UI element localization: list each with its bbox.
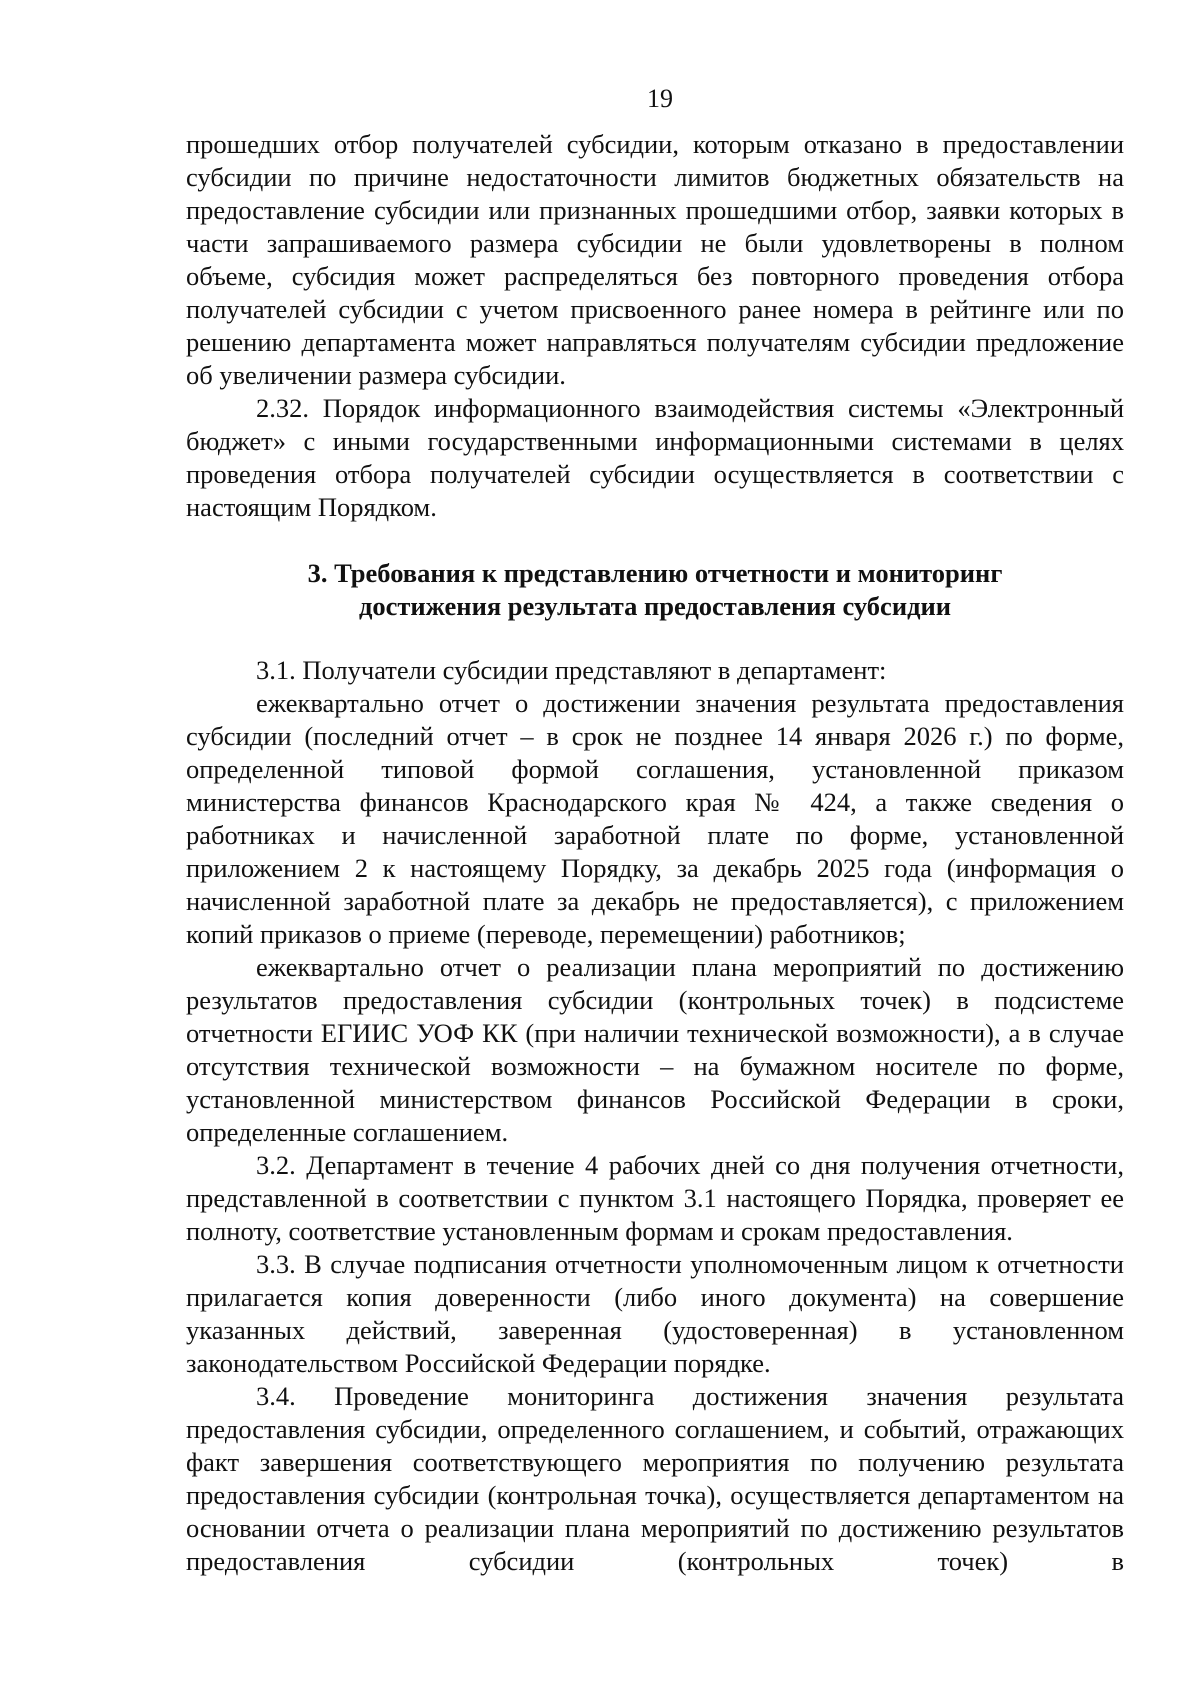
section-3-heading-line-1: 3. Требования к представлению отчетности и мониторинг	[307, 558, 1003, 588]
paragraph-continuation: прошедших отбор получателей субсидии, которым отказано в предоставлении субсидии по причине недостаточности лимитов бюджетных обязательств на предоставление субсидии или признанных прошедшими отбор, заявки которых в части запрашиваемого размера субсидии не были удовлетворены в полном объеме, субсидия может распределяться без повторного проведения отбора получателей субсидии с учетом присвоенного ранее номера в рейтинге или по решению департамента может направляться получателям субсидии предложение об увеличении размера субсидии.	[186, 129, 1124, 390]
paragraph-3-1-quarterly-report: ежеквартально отчет о достижении значения результата предоставления субсидии (последний отчет – в срок не позднее 14 января 2026 г.) по форме, определенной типовой формой соглашения, установленной приказом министерства финансов Краснодарского края № 424, а также сведения о работниках и начисленной заработной плате по форме, установленной приложением 2 к настоящему Порядку, за декабрь 2025 года (информация о начисленной заработной плате за декабрь не предоставляется), с приложением копий приказов о приеме (переводе, перемещении) работников;	[186, 688, 1124, 949]
section-3-heading	[186, 557, 1124, 623]
paragraph-3-4: 3.4. Проведение мониторинга достижения значения результата предоставления субсидии, определенного соглашением, и событий, отражающих факт завершения соответствующего мероприятия по получению результата предоставления субсидии (контрольная точка), осуществляется департаментом на основании отчета о реализации плана мероприятий по достижению результатов предоставления субсидии (контрольных точек) в	[186, 1381, 1124, 1576]
page-number: 19	[647, 84, 673, 113]
paragraph-3-1-plan-report: ежеквартально отчет о реализации плана мероприятий по достижению результатов предоставления субсидии (контрольных точек) в подсистеме отчетности ЕГИИС УОФ КК (при наличии технической возможности), а в случае отсутствия технической возможности – на бумажном носителе по форме, установленной министерством финансов Российской Федерации в сроки, определенные соглашением.	[186, 952, 1124, 1147]
section-3-heading-line-2: достижения результата предоставления субсидии	[358, 591, 952, 621]
document-body	[186, 128, 1124, 1578]
paragraph-3-3: 3.3. В случае подписания отчетности уполномоченным лицом к отчетности прилагается копия доверенности (либо иного документа) на совершение указанных действий, заверенная (удостоверенная) в установленном законодательством Российской Федерации порядке.	[186, 1249, 1124, 1378]
paragraph-3-2: 3.2. Департамент в течение 4 рабочих дней со дня получения отчетности, представленной в соответствии с пунктом 3.1 настоящего Порядка, проверяет ее полноту, соответствие установленным формам и срокам предоставления.	[186, 1150, 1124, 1246]
paragraph-3-1: 3.1. Получатели субсидии представляют в департамент:	[256, 655, 887, 685]
paragraph-2-32: 2.32. Порядок информационного взаимодействия системы «Электронный бюджет» с иными государственными информационными системами в целях проведения отбора получателей субсидии осуществляется в соответствии с настоящим Порядком.	[186, 393, 1124, 522]
